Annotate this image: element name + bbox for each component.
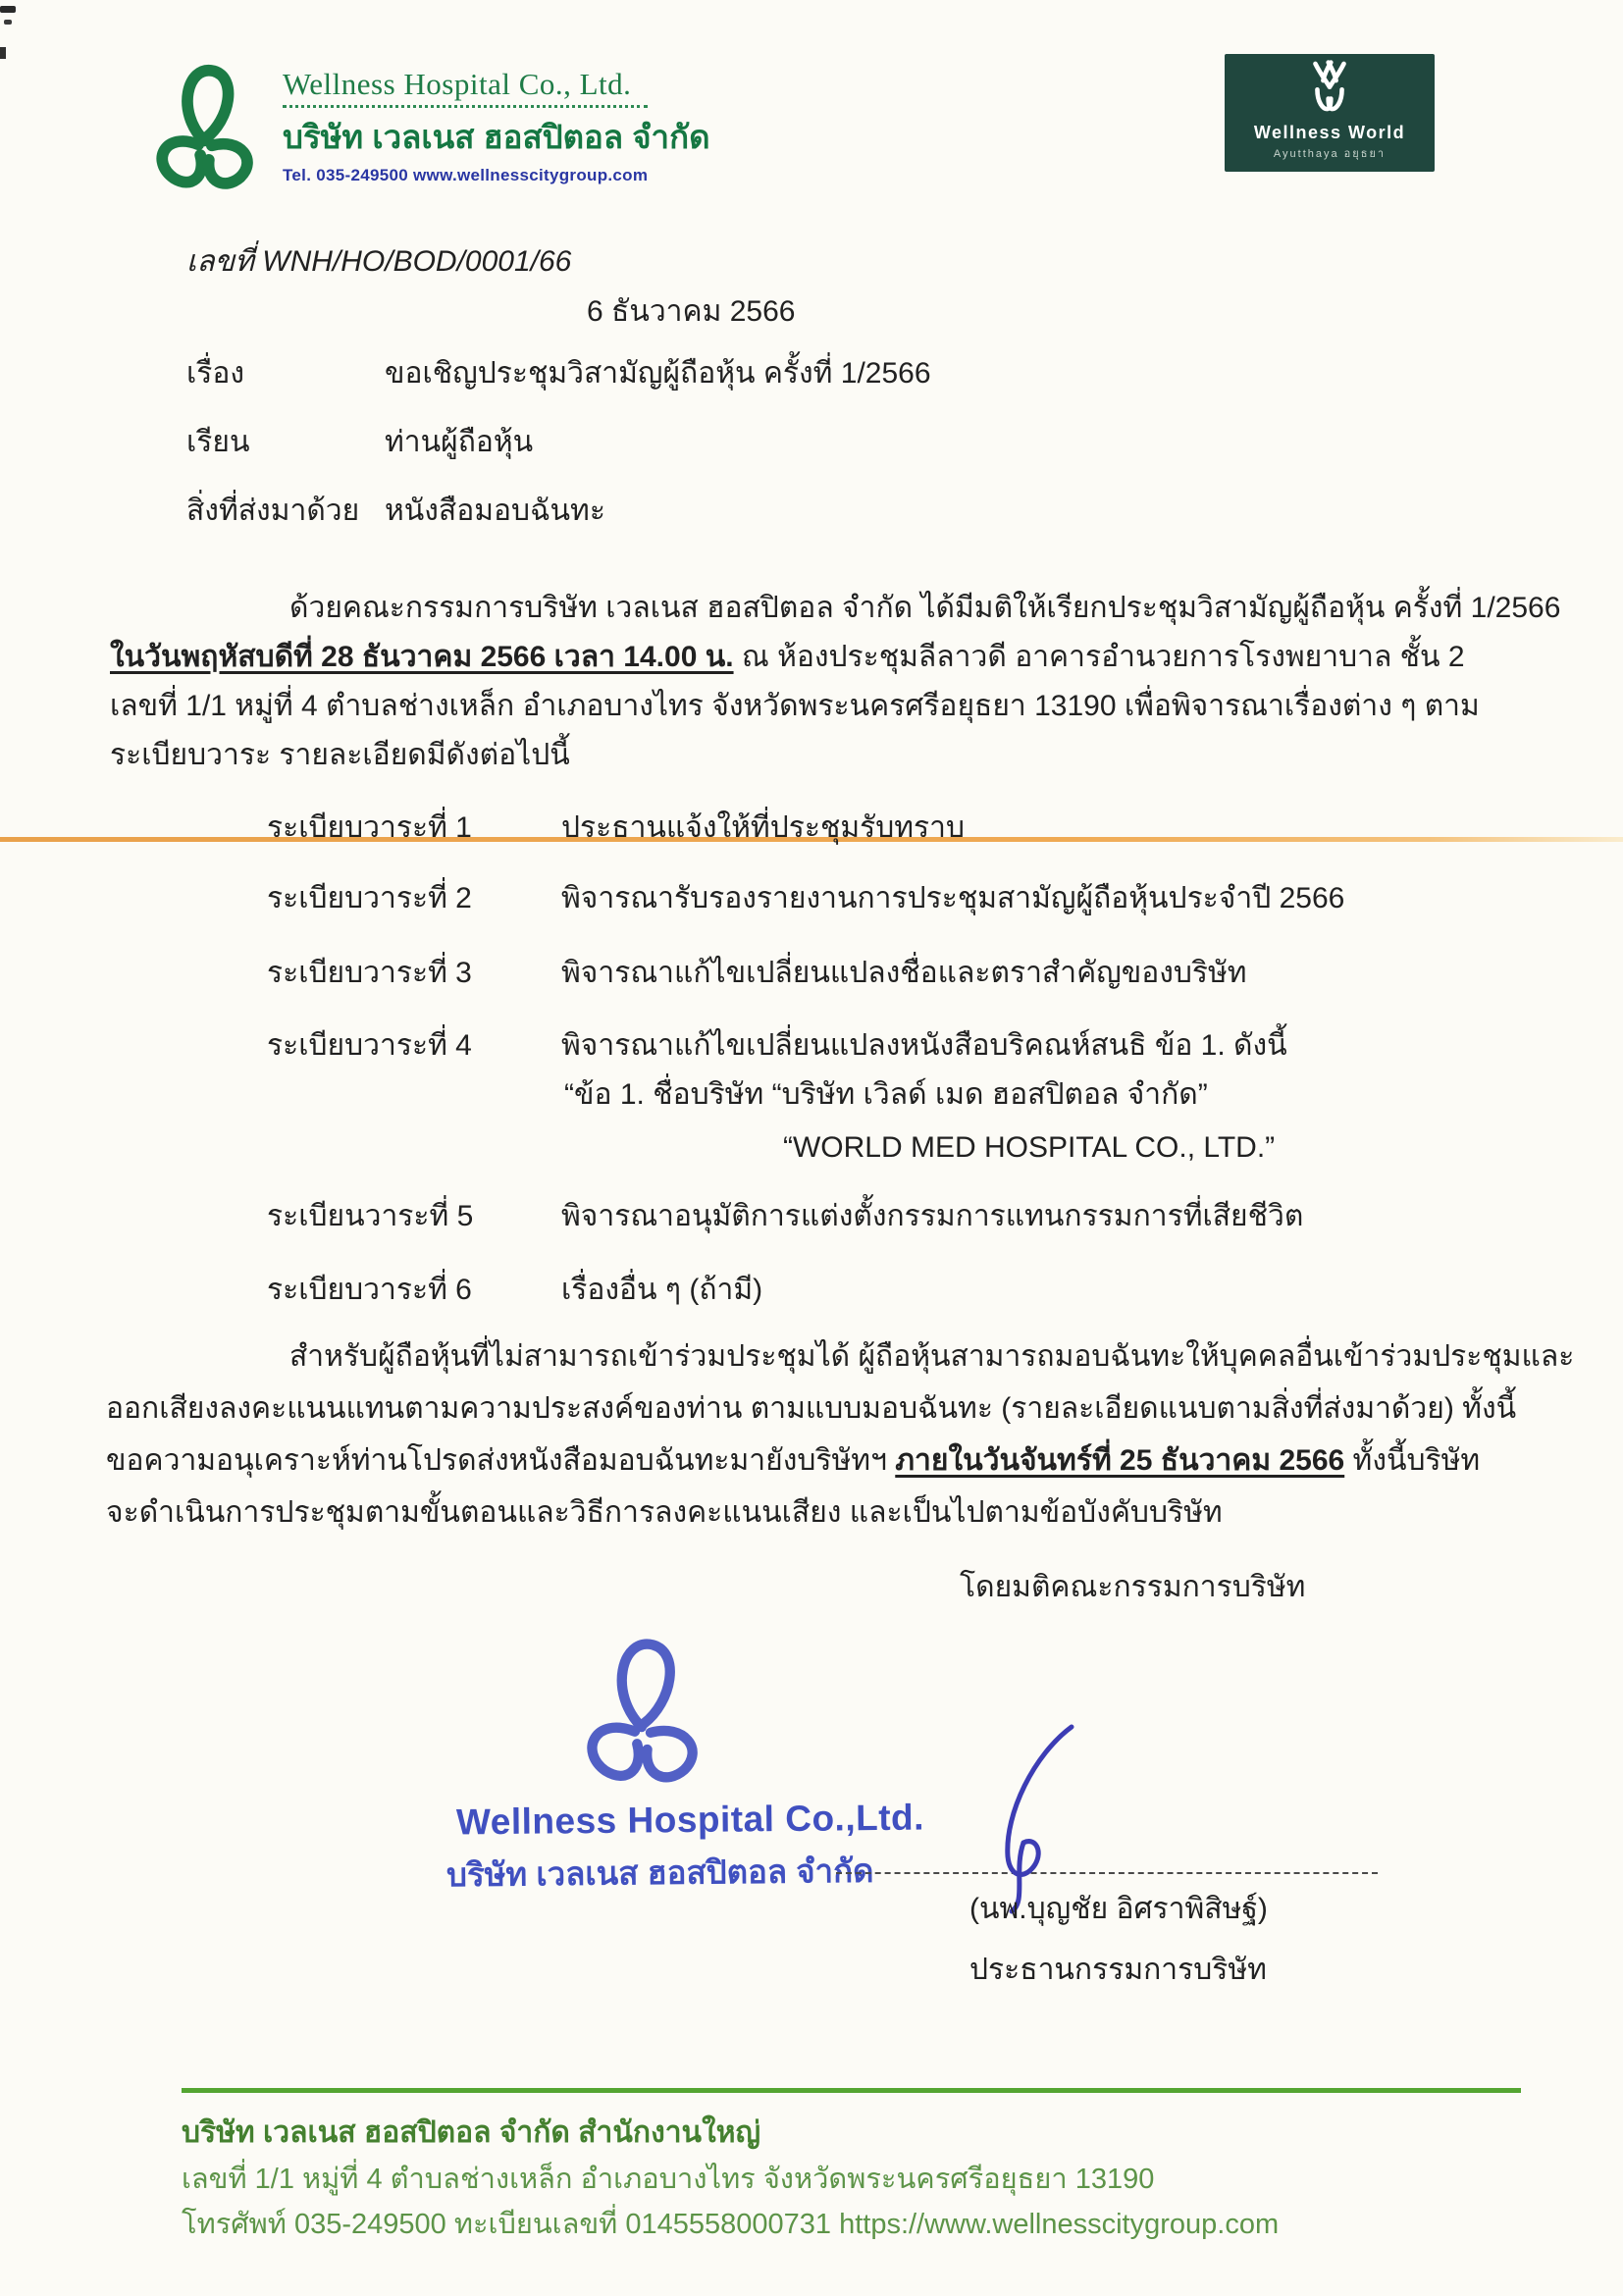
letter-date: 6 ธันวาคม 2566 <box>587 295 796 328</box>
paragraph2-line3-post: ทั้งนี้บริษัท <box>1344 1444 1481 1477</box>
attachment-label: สิ่งที่ส่งมาด้วย <box>186 495 360 527</box>
agenda-3-text: พิจารณาแก้ไขเปลี่ยนแปลงชื่อและตราสำคัญของบริษัท <box>561 957 1247 989</box>
stamp-company-en: Wellness Hospital Co.,Ltd. <box>455 1797 925 1843</box>
ww-badge-title: Wellness World <box>1253 123 1406 142</box>
scan-artifact <box>0 6 16 13</box>
to-label: เรียน <box>186 426 250 458</box>
agenda-5-no: ระเบียนวาระที่ 5 <box>267 1200 474 1232</box>
paragraph2-line3 <box>106 1443 1480 1479</box>
agenda-1-no: ระเบียบวาระที่ 1 <box>267 811 472 844</box>
header-text-block <box>283 67 710 185</box>
signer-title: ประธานกรรมการบริษัท <box>969 1954 1267 1986</box>
to-value: ท่านผู้ถือหุ้น <box>385 426 534 458</box>
agenda-6-text: เรื่องอื่น ๆ (ถ้ามี) <box>561 1274 763 1306</box>
subject-value: ขอเชิญประชุมวิสามัญผู้ถือหุ้น ครั้งที่ 1/2566 <box>385 357 931 390</box>
scan-artifact <box>0 47 6 59</box>
closing-line: โดยมติคณะกรรมการบริษัท <box>960 1571 1306 1603</box>
company-name-th: บริษัท เวลเนส ฮอสปิตอล จำกัด <box>283 119 710 155</box>
paragraph2-line1: สำหรับผู้ถือหุ้นที่ไม่สามารถเข้าร่วมประชุมได้ ผู้ถือหุ้นสามารถมอบฉันทะให้บุคคลอื่นเข้าร่วมประชุมและ <box>289 1340 1575 1373</box>
stamp-company-th: บริษัท เวลเนส ฮอสปิตอล จำกัด <box>445 1852 874 1894</box>
scan-artifact <box>4 20 12 25</box>
paragraph2-line2: ออกเสียงลงคะแนนแทนตามความประสงค์ของท่าน ตามแบบมอบฉันทะ (รายละเอียดแนบตามสิ่งที่ส่งมาด้วย) ทั้งนี้ <box>106 1392 1517 1425</box>
footer-company-line: บริษัท เวลเนส ฮอสปิตอล จำกัด สำนักงานใหญ่ <box>182 2116 761 2149</box>
ww-badge-subtitle: Ayutthaya อยุธยา <box>1273 148 1387 160</box>
attachment-value: หนังสือมอบฉันทะ <box>385 495 605 527</box>
agenda-1-text: ประธานแจ้งให้ที่ประชุมรับทราบ <box>561 811 966 844</box>
paragraph2-line4: จะดำเนินการประชุมตามขั้นตอนและวิธีการลงคะแนนเสียง และเป็นไปตามข้อบังคับบริษัท <box>106 1496 1223 1529</box>
proxy-deadline-bold: ภายในวันจันทร์ที่ 25 ธันวาคม 2566 <box>895 1444 1345 1477</box>
agenda-4-no: ระเบียบวาระที่ 4 <box>267 1029 472 1062</box>
footer-contact-line: โทรศัพท์ 035-249500 ทะเบียนเลขที่ 0145558000731 https://www.wellnesscitygroup.com <box>182 2209 1280 2240</box>
agenda-4-text: พิจารณาแก้ไขเปลี่ยนแปลงหนังสือบริคณห์สนธิ ข้อ 1. ดังนี้ <box>561 1029 1287 1062</box>
signature-scribble <box>973 1719 1111 1915</box>
paragraph1-line2 <box>110 640 1465 675</box>
agenda-2-no: ระเบียบวาระที่ 2 <box>267 882 472 914</box>
header-tel-website: Tel. 035-249500 www.wellnesscitygroup.com <box>283 166 649 184</box>
company-name-en: Wellness Hospital Co., Ltd. <box>283 67 632 101</box>
wellness-world-badge <box>1225 54 1435 172</box>
paragraph1-line3: เลขที่ 1/1 หมู่ที่ 4 ตำบลช่างเหล็ก อำเภอบางไทร จังหวัดพระนครศรีอยุธยา 13190 เพื่อพิจารณาเรื่องต่าง ๆ ตาม <box>110 690 1480 722</box>
paragraph1-line4: ระเบียบวาระ รายละเอียดมีดังต่อไปนี้ <box>110 739 570 771</box>
paragraph1-line1: ด้วยคณะกรรมการบริษัท เวลเนส ฮอสปิตอล จำกัด ได้มีมติให้เรียกประชุมวิสามัญผู้ถือหุ้น ครั้งที่ 1/2566 <box>289 592 1561 624</box>
footer-address-line: เลขที่ 1/1 หมู่ที่ 4 ตำบลช่างเหล็ก อำเภอบางไทร จังหวัดพระนครศรีอยุธยา 13190 <box>182 2164 1155 2195</box>
agenda-5-text: พิจารณาอนุมัติการแต่งตั้งกรรมการแทนกรรมการที่เสียชีวิต <box>561 1200 1304 1232</box>
wellness-clover-logo-icon <box>135 49 275 192</box>
ww-tulip-icon <box>1297 56 1362 121</box>
paragraph2-line3-pre: ขอความอนุเคราะห์ท่านโปรดส่งหนังสือมอบฉันทะมายังบริษัทฯ <box>106 1444 896 1477</box>
meeting-datetime-bold: ในวันพฤหัสบดีที่ 28 ธันวาคม 2566 เวลา 14.00 น. <box>110 641 734 673</box>
signer-name: (นพ.บุญชัย อิศราพิสิษฐ์) <box>969 1893 1268 1925</box>
agenda-4-quote-th: “ข้อ 1. ชื่อบริษัท “บริษัท เวิลด์ เมด ฮอสปิตอล จำกัด” <box>564 1078 1208 1111</box>
stamp-clover-icon <box>550 1619 736 1788</box>
agenda-2-text: พิจารณารับรองรายงานการประชุมสามัญผู้ถือหุ้นประจำปี 2566 <box>561 882 1345 914</box>
agenda-3-no: ระเบียบวาระที่ 3 <box>267 957 472 989</box>
header-dotted-rule <box>283 105 648 108</box>
agenda-6-no: ระเบียบวาระที่ 6 <box>267 1274 472 1306</box>
paragraph1-line2-rest: ณ ห้องประชุมลีลาวดี อาคารอำนวยการโรงพยาบาล ชั้น 2 <box>733 641 1465 673</box>
agenda-4-quote-en: “WORLD MED HOSPITAL CO., LTD.” <box>783 1131 1276 1164</box>
subject-label: เรื่อง <box>186 357 245 390</box>
reference-number: เลขที่ WNH/HO/BOD/0001/66 <box>186 245 572 278</box>
footer-green-rule <box>182 2088 1521 2093</box>
